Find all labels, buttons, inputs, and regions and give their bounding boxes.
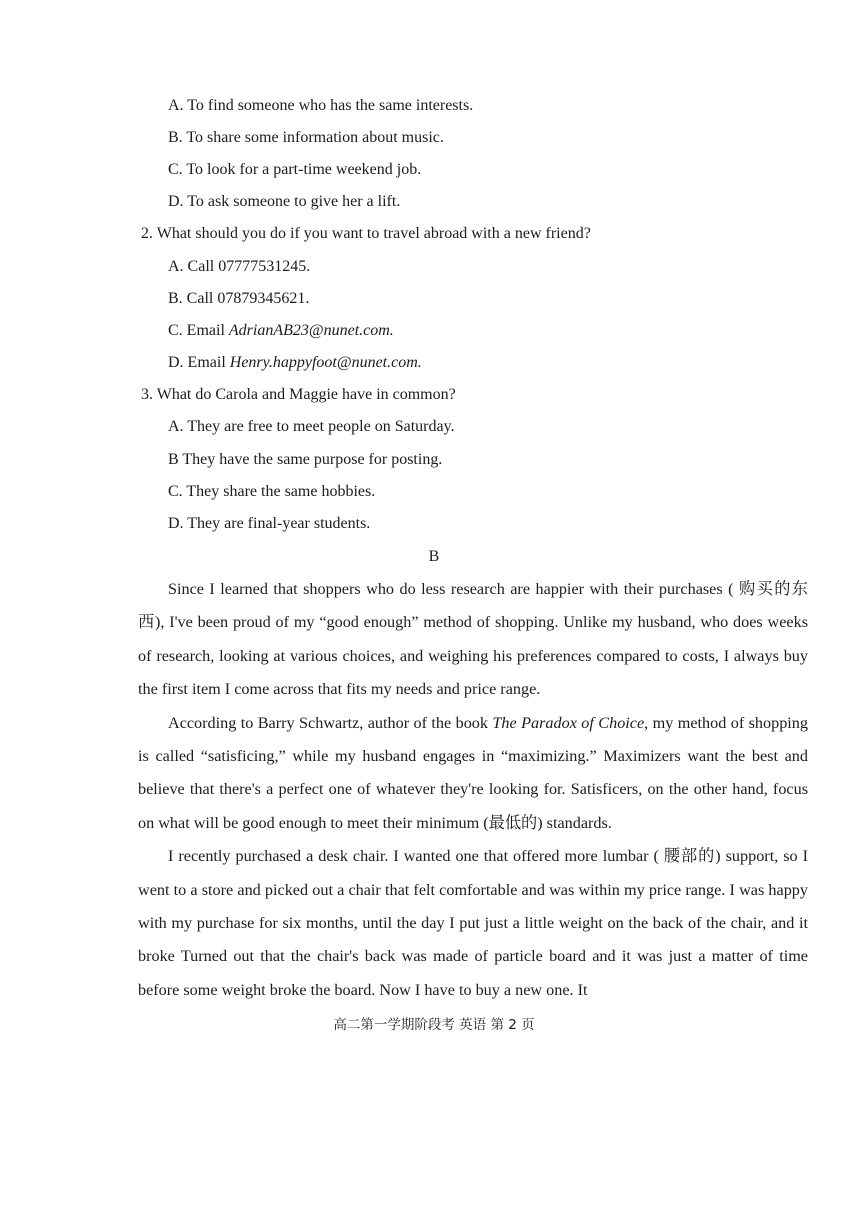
q1-option-c: C. To look for a part-time weekend job.	[168, 161, 422, 178]
page-footer: 高二第一学期阶段考 英语 第 2 页	[333, 1017, 535, 1033]
q1-option-b: B. To share some information about music.	[168, 129, 444, 146]
q2-option-c-email: AdrianAB23@nunet.com.	[228, 322, 394, 339]
q2-option-c	[168, 321, 394, 341]
q2-option-a: A. Call 07777531245.	[168, 258, 311, 275]
q2-option-d-email: Henry.happyfoot@nunet.com.	[229, 354, 422, 371]
book-title: The Paradox of Choice	[492, 713, 645, 732]
q3-option-c: C. They share the same hobbies.	[168, 483, 376, 500]
q3-question: 3. What do Carola and Maggie have in common?	[141, 386, 456, 403]
q1-option-a: A. To find someone who has the same interests.	[168, 97, 474, 114]
q3-option-a: A. They are free to meet people on Saturday.	[168, 418, 455, 435]
q1-option-d: D. To ask someone to give her a lift.	[168, 193, 401, 210]
paragraph-2-intro: According to Barry Schwartz, author of the book	[168, 713, 493, 732]
passage-paragraph-3: I recently purchased a desk chair. I wanted one that offered more lumbar ( 腰部的) support, so I went to a store and picked out a chair that felt comfortable and was within my price range. I was happy with my purchase for six months, until the day I put just a little weight on the back of the chair, and it broke Turned out that the chair's back was made of particle board and it was just a matter of time before some weight broke the board. Now I have to buy a new one. It	[138, 847, 808, 999]
passage-paragraph-1: Since I learned that shoppers who do less research are happier with their purchases ( 购买的东西), I've been proud of my “good enough” method of shopping. Unlike my husband, who does weeks of research, looking at various choices, and weighing his preferences compared to costs, I always buy the first item I come across that fits my needs and price range.	[138, 580, 808, 699]
q3-option-b: B They have the same purpose for posting.	[168, 451, 443, 468]
passage-paragraph-2	[138, 707, 808, 841]
q2-option-d-prefix: D. Email	[168, 354, 230, 371]
passage	[138, 573, 808, 1007]
q2-option-d	[168, 353, 422, 373]
q2-question: 2. What should you do if you want to travel abroad with a new friend?	[141, 225, 591, 242]
q2-option-b: B. Call 07879345621.	[168, 290, 310, 307]
paragraph-2-rest: , my method of shopping is called “satisficing,” while my husband engages in “maximizing.” Maximizers want the best and believe that there's a perfect one of whatever they're looking for. Satisficers, on the other hand, focus on what will be good enough to meet their minimum (最低的) standards.	[138, 713, 808, 832]
q3-option-d: D. They are final-year students.	[168, 515, 371, 532]
section-b-heading: B	[428, 548, 440, 565]
q2-option-c-prefix: C. Email	[168, 322, 229, 339]
